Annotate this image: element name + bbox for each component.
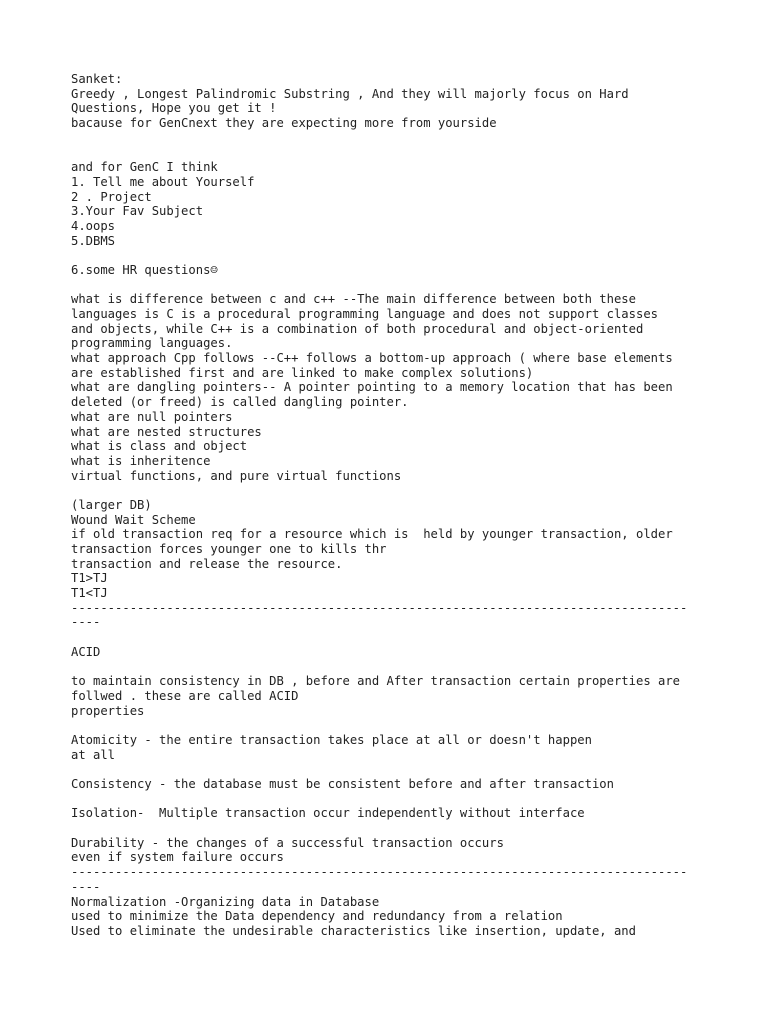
text-line: what is class and object	[71, 439, 248, 454]
text-line: what are dangling pointers-- A pointer pointing to a memory location that has been	[71, 380, 673, 395]
text-line: Used to eliminate the undesirable characteristics like insertion, update, and	[71, 923, 636, 938]
text-line	[71, 248, 711, 263]
text-line: T1<TJ	[71, 586, 108, 601]
text-line: what is inheritence	[71, 453, 211, 468]
text-line: 4.oops	[71, 218, 116, 233]
text-line	[71, 718, 711, 733]
text-line: programming languages.	[71, 336, 233, 351]
text-line: Questions, Hope you get it !	[71, 101, 277, 116]
text-line: 2 . Project	[71, 189, 152, 204]
text-line: if old transaction req for a resource which is held by younger transaction, older	[71, 527, 673, 542]
text-line: what is difference between c and c++ --The main difference between both these	[71, 292, 636, 307]
text-line: Atomicity - the entire transaction takes place at all or doesn't happen	[71, 732, 592, 747]
text-line: Durability - the changes of a successful transaction occurs	[71, 835, 504, 850]
text-line: 1. Tell me about Yourself	[71, 174, 255, 189]
text-line	[71, 131, 711, 146]
text-line: Greedy , Longest Palindromic Substring , And they will majorly focus on Hard	[71, 86, 629, 101]
text-line: ----	[71, 615, 101, 630]
text-line: (larger DB)	[71, 497, 152, 512]
text-line: transaction and release the resource.	[71, 556, 343, 571]
text-line	[71, 792, 711, 807]
text-line	[71, 483, 711, 498]
text-line: transaction forces younger one to kills thr	[71, 542, 387, 556]
text-line: what approach Cpp follows --C++ follows a bottom-up approach ( where base elements	[71, 351, 673, 366]
text-line: and for GenC I think	[71, 160, 218, 175]
text-line: ------------------------------------------------------------------------------------	[71, 600, 688, 615]
text-line: properties	[71, 703, 145, 718]
text-line: Normalization -Organizing data in Database	[71, 894, 380, 909]
text-line	[71, 630, 711, 645]
text-line: Sanket:	[71, 72, 123, 86]
text-line: Isolation- Multiple transaction occur independently without interface	[71, 806, 585, 821]
text-line: and objects, while C++ is a combination of both procedural and object-oriented	[71, 321, 644, 336]
text-line: T1>TJ	[71, 571, 108, 586]
text-line: 3.Your Fav Subject	[71, 204, 204, 219]
text-line: bacause for GenCnext they are expecting more from yourside	[71, 116, 497, 131]
text-line	[71, 660, 711, 675]
text-line: virtual functions, and pure virtual functions	[71, 468, 402, 483]
text-line: at all	[71, 747, 116, 762]
text-line: to maintain consistency in DB , before and After transaction certain properties are	[71, 674, 681, 689]
text-line: 5.DBMS	[71, 233, 116, 248]
text-line	[71, 278, 711, 293]
text-line: used to minimize the Data dependency and redundancy from a relation	[71, 909, 563, 924]
text-line: ------------------------------------------------------------------------------------	[71, 865, 688, 880]
text-line: languages is C is a procedural programming language and does not support classes	[71, 307, 658, 321]
text-line	[71, 762, 711, 777]
text-line: follwed . these are called ACID	[71, 688, 299, 703]
document-body	[71, 72, 711, 939]
text-line: ----	[71, 879, 101, 894]
text-line: 6.some HR questions☺	[71, 262, 218, 277]
text-line: even if system failure occurs	[71, 850, 284, 865]
text-line: Wound Wait Scheme	[71, 512, 196, 527]
text-line: what are nested structures	[71, 424, 262, 439]
text-line	[71, 821, 711, 836]
text-line: deleted (or freed) is called dangling pointer.	[71, 395, 409, 410]
text-line: are established first and are linked to make complex solutions)	[71, 365, 534, 380]
text-line: ACID	[71, 644, 101, 659]
text-line: what are null pointers	[71, 409, 233, 424]
text-line: Consistency - the database must be consistent before and after transaction	[71, 777, 614, 791]
text-line	[71, 145, 711, 160]
